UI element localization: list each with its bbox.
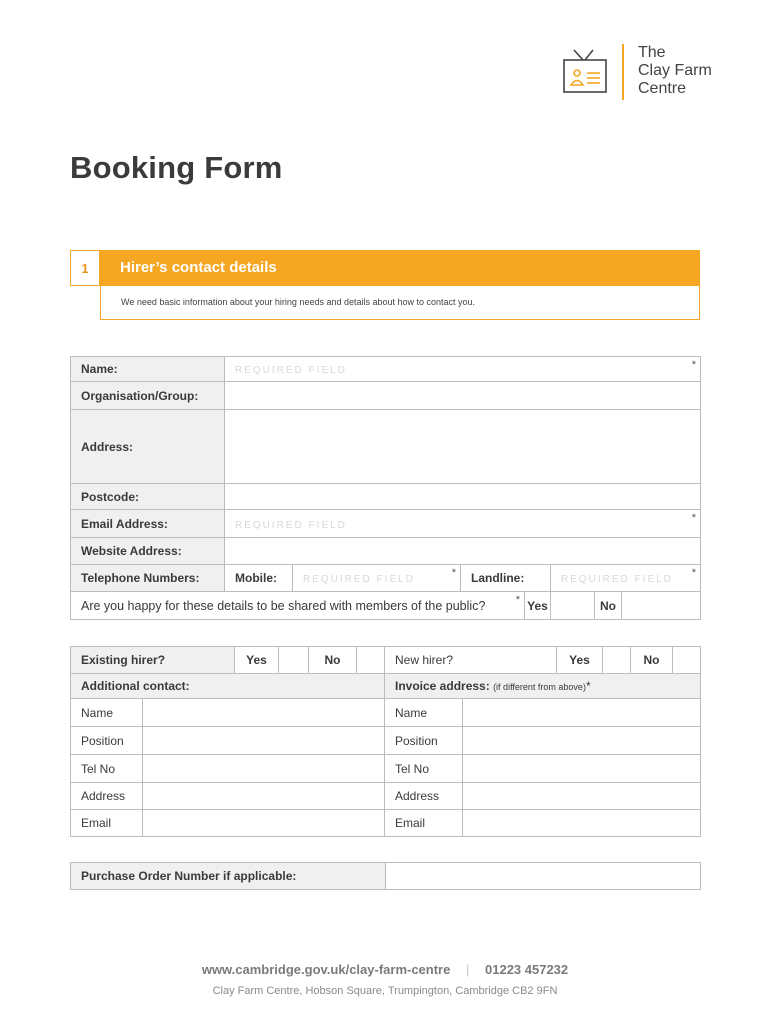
invoice-address-note: (if different from above) [493,682,586,692]
mobile-placeholder: REQUIRED FIELD [303,574,415,585]
additional-email-field[interactable] [143,810,385,837]
existing-no-label: No [309,647,357,674]
purchase-order-label: Purchase Order Number if applicable: [71,863,386,890]
logo-line-3: Centre [638,80,687,97]
additional-address-label: Address [71,783,143,810]
invoice-address-row-label: Address [385,783,463,810]
additional-address-field[interactable] [143,783,385,810]
logo-text [638,44,712,98]
new-hirer-label: New hirer? [385,647,557,674]
website-label: Website Address: [71,538,225,565]
required-mark: * [691,359,697,371]
share-yes-checkbox[interactable] [551,592,595,620]
invoice-address-field[interactable] [463,783,701,810]
mobile-field[interactable] [293,565,461,592]
invoice-position-field[interactable] [463,727,701,755]
existing-no-checkbox[interactable] [357,647,385,674]
name-placeholder: REQUIRED FIELD [235,365,347,376]
contact-details-table [70,356,701,620]
additional-name-field[interactable] [143,699,385,727]
organisation-field[interactable] [225,382,701,410]
hirer-table [70,646,701,837]
invoice-name-label: Name [385,699,463,727]
address-label: Address: [71,410,225,484]
share-no-checkbox[interactable] [622,592,701,620]
email-field[interactable] [225,510,701,538]
additional-email-label: Email [71,810,143,837]
existing-yes-label: Yes [235,647,279,674]
section-heading: Hirer’s contact details [100,250,700,286]
new-yes-checkbox[interactable] [603,647,631,674]
additional-name-label: Name [71,699,143,727]
page-title: Booking Form [70,150,283,185]
section-header [70,250,700,320]
required-mark: * [585,679,591,693]
invoice-tel-label: Tel No [385,755,463,783]
invoice-email-label: Email [385,810,463,837]
new-no-label: No [631,647,673,674]
required-mark: * [691,567,697,579]
section-number: 1 [70,250,100,286]
share-question [71,592,525,620]
share-no-label: No [595,592,622,620]
additional-contact-label: Additional contact: [71,674,385,699]
new-no-checkbox[interactable] [673,647,701,674]
additional-position-label: Position [71,727,143,755]
invoice-name-field[interactable] [463,699,701,727]
section-subtitle: We need basic information about your hiring needs and details about how to contact you. [100,286,700,320]
clay-farm-logo [560,42,740,102]
additional-tel-label: Tel No [71,755,143,783]
footer-phone: 01223 457232 [485,962,569,977]
invoice-address-label: Invoice address: [395,679,490,693]
share-question-text: Are you happy for these details to be shared with members of the public? [81,598,486,613]
required-mark: * [451,567,456,579]
mobile-label: Mobile: [225,565,293,592]
telephone-label: Telephone Numbers: [71,565,225,592]
address-field[interactable] [225,410,701,484]
required-mark: * [691,512,697,524]
required-mark: * [515,594,520,606]
additional-position-field[interactable] [143,727,385,755]
postcode-field[interactable] [225,484,701,510]
existing-hirer-label: Existing hirer? [71,647,235,674]
additional-tel-field[interactable] [143,755,385,783]
share-yes-label: Yes [525,592,551,620]
invoice-tel-field[interactable] [463,755,701,783]
landline-label: Landline: [461,565,551,592]
footer-address: Clay Farm Centre, Hobson Square, Trumpington, Cambridge CB2 9FN [212,985,558,997]
purchase-order-field[interactable] [386,863,701,890]
footer-website-link[interactable]: www.cambridge.gov.uk/clay-farm-centre [201,962,451,977]
landline-field[interactable] [551,565,701,592]
footer-separator: | [465,962,470,977]
invoice-position-label: Position [385,727,463,755]
existing-yes-checkbox[interactable] [279,647,309,674]
logo-divider [622,44,624,100]
postcode-label: Postcode: [71,484,225,510]
footer [0,962,770,997]
tv-person-icon [560,48,610,98]
website-field[interactable] [225,538,701,565]
name-field[interactable] [225,357,701,382]
new-yes-label: Yes [557,647,603,674]
logo-line-2: Clay Farm [638,62,712,79]
invoice-email-field[interactable] [463,810,701,837]
email-placeholder: REQUIRED FIELD [235,519,347,531]
logo-line-1: The [638,44,666,61]
email-label: Email Address: [71,510,225,538]
landline-placeholder: REQUIRED FIELD [561,574,673,585]
organisation-label: Organisation/Group: [71,382,225,410]
purchase-order-table [70,862,701,890]
name-label: Name: [71,357,225,382]
invoice-address-header [385,674,701,699]
